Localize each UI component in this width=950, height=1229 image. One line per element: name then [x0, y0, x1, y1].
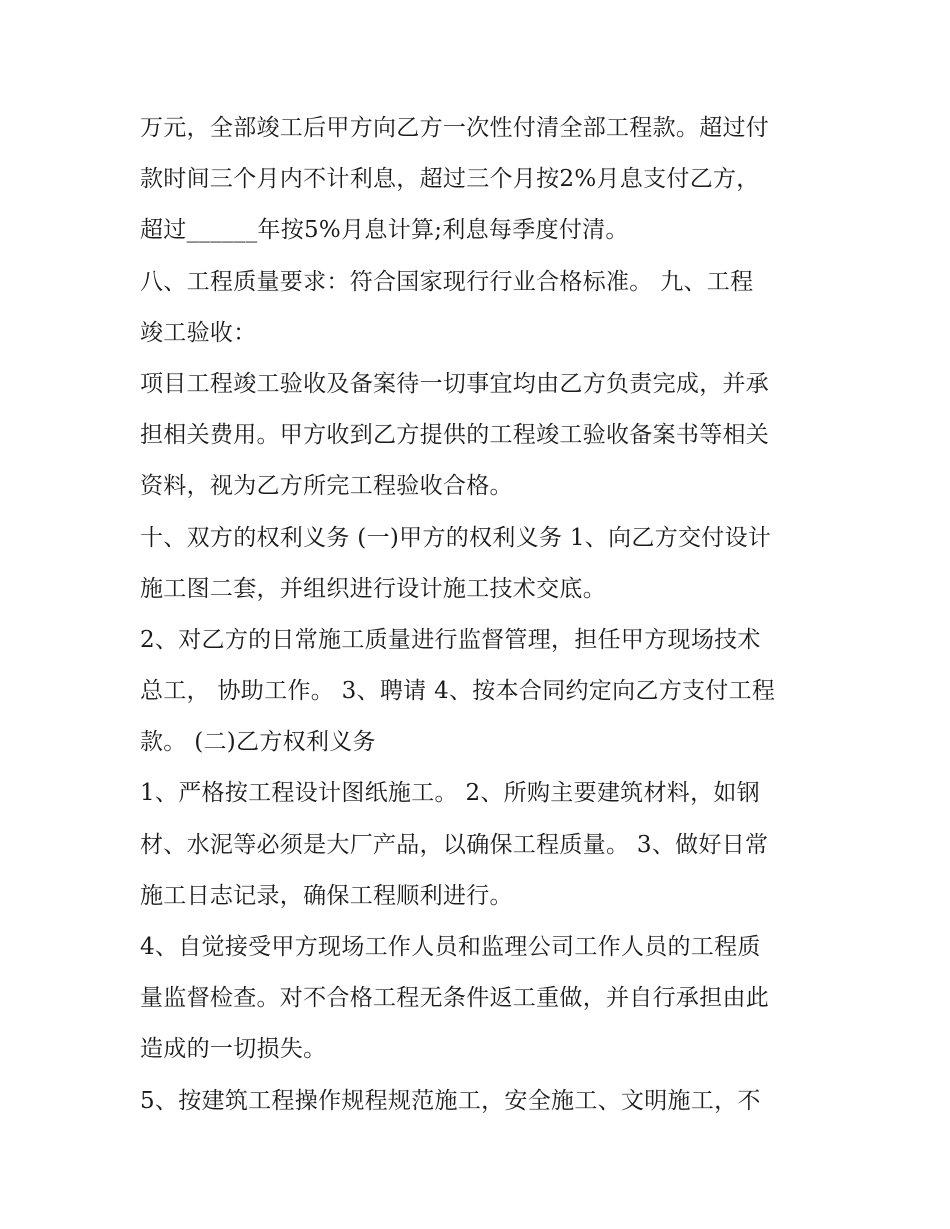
text-line: 造成的一切损失。 [140, 1036, 327, 1063]
text-line: 资料，视为乙方所完工程验收合格。 [140, 473, 513, 500]
text-line: 1、严格按工程设计图纸施工。 2、所购主要建筑材料，如钢 [140, 780, 760, 807]
text-line: 量监督检查。对不合格工程无条件返工重做，并自行承担由此 [140, 985, 770, 1012]
text-line: 竣工验收： [140, 319, 257, 346]
text-line: 2、对乙方的日常施工质量进行监督管理，担任甲方现场技术 [140, 626, 761, 653]
text-line: 5、按建筑工程操作规程规范施工，安全施工、文明施工，不 [140, 1087, 761, 1114]
text-line: 担相关费用。甲方收到乙方提供的工程竣工验收备案书等相关 [140, 422, 770, 449]
text-line: 万元，全部竣工后甲方向乙方一次性付清全部工程款。超过付 [140, 115, 770, 141]
text-line: 超过______年按5%月息计算;利息每季度付清。 [140, 217, 629, 244]
document-body [140, 103, 840, 1127]
text-line: 项目工程竣工验收及备案待一切事宜均由乙方负责完成，并承 [140, 370, 770, 397]
text-line: 材、水泥等必须是大厂产品，以确保工程质量。 3、做好日常 [140, 831, 769, 858]
text-line: 十、双方的权利义务 (一)甲方的权利义务 1、向乙方交付设计 [140, 524, 772, 551]
text-line: 施工日志记录，确保工程顺利进行。 [140, 882, 513, 909]
text-line: 施工图二套，并组织进行设计施工技术交底。 [140, 575, 606, 602]
text-line: 八、工程质量要求：符合国家现行行业合格标准。 九、工程 [140, 268, 754, 295]
text-line: 款。 (二)乙方权利义务 [140, 729, 376, 756]
text-line: 总工， 协助工作。 3、聘请 4、按本合同约定向乙方支付工程 [140, 678, 776, 705]
text-line: 4、自觉接受甲方现场工作人员和监理公司工作人员的工程质 [140, 934, 761, 960]
text-line: 款时间三个月内不计利息，超过三个月按2%月息支付乙方， [140, 166, 760, 193]
